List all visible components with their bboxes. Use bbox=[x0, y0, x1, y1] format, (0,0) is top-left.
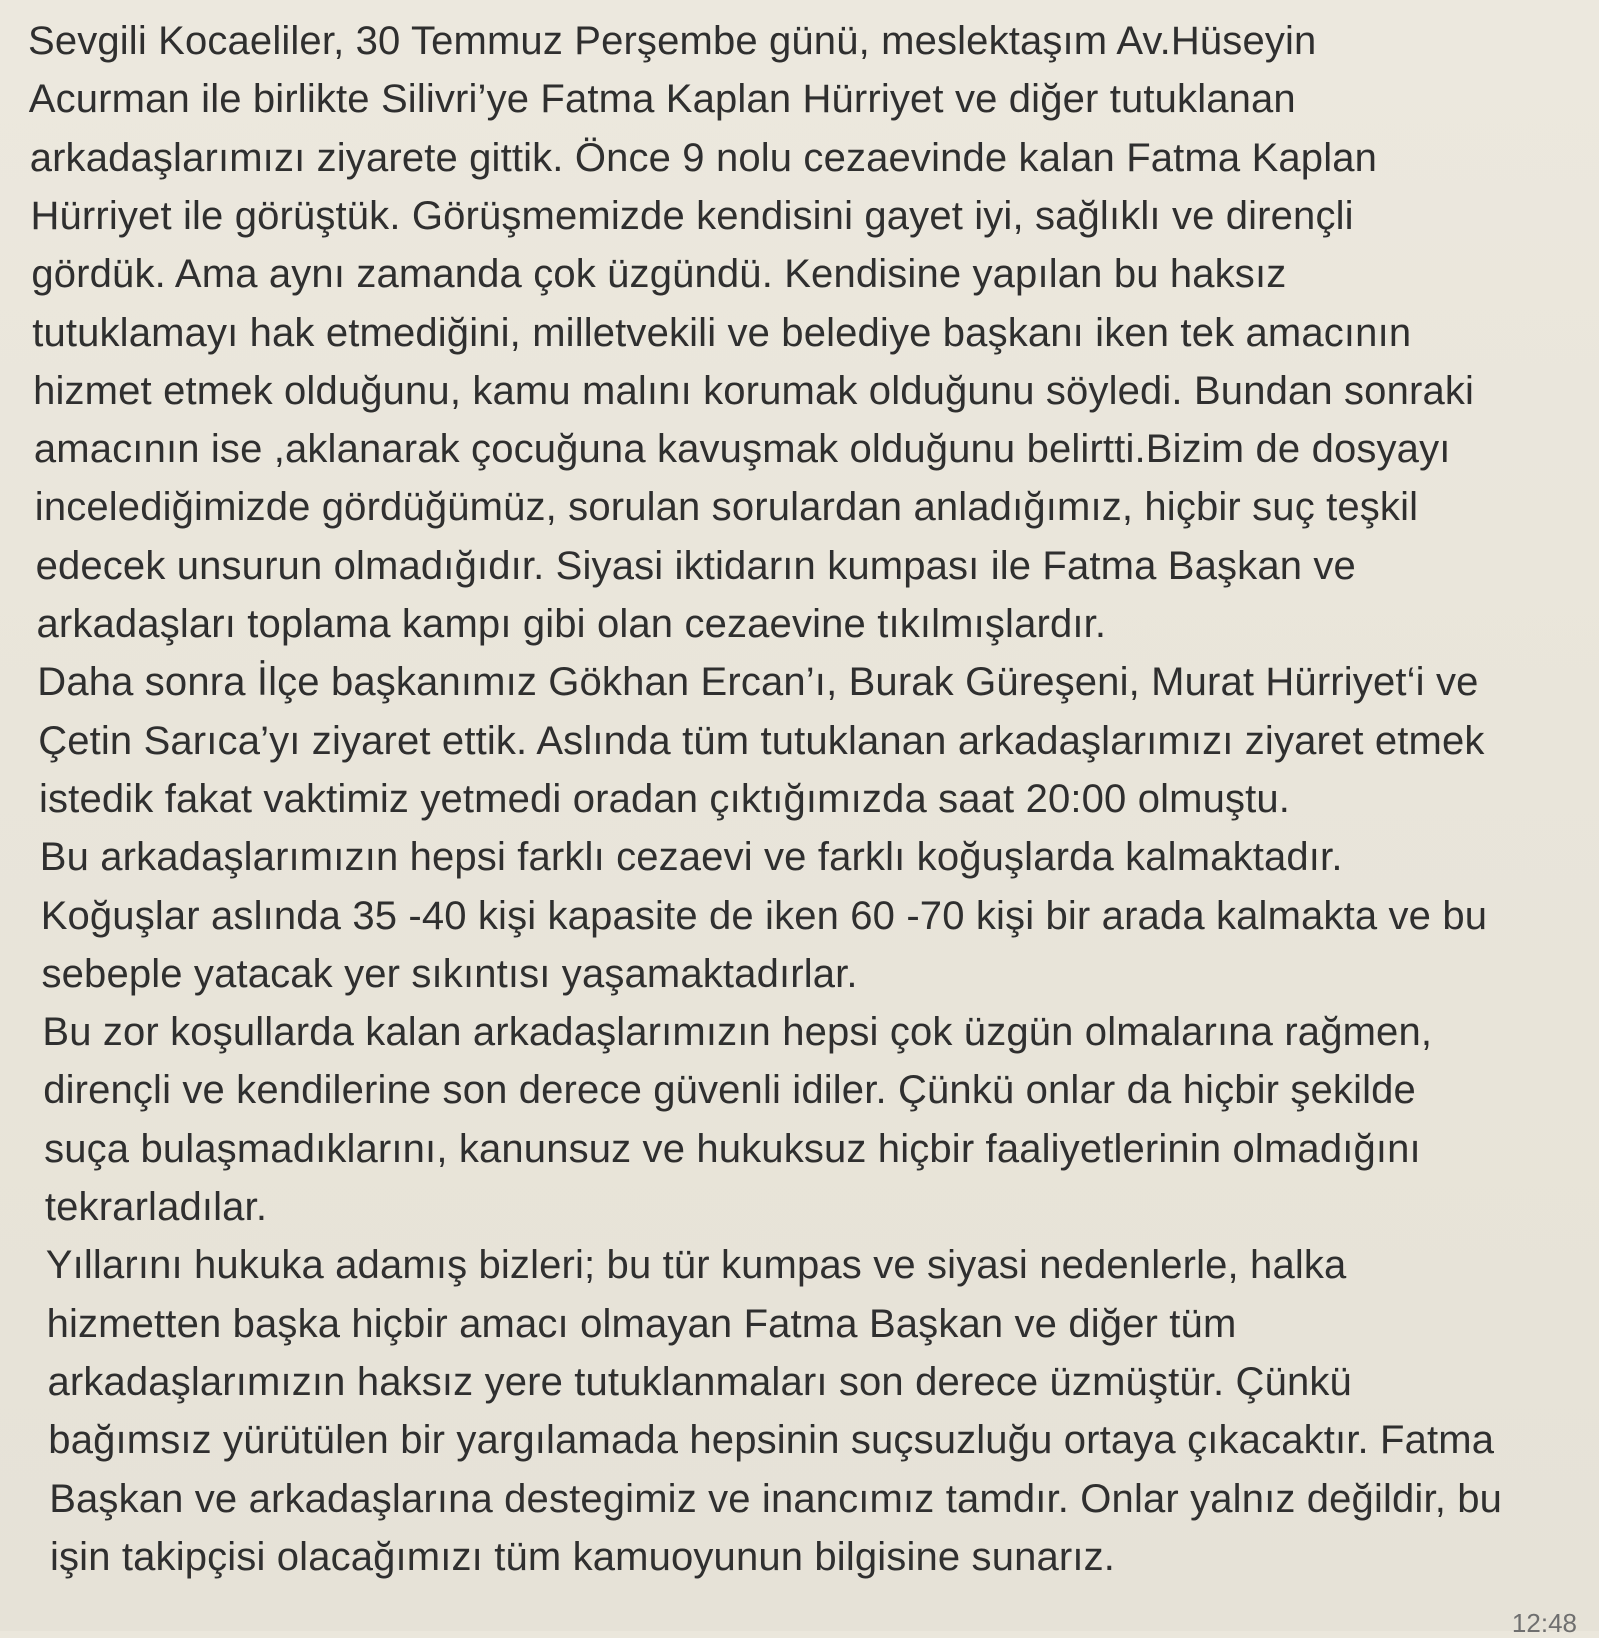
message-line: suça bulaşmadıklarını, kanunsuz ve hukuksuz hiçbir faaliyetlerinin olmadığını bbox=[44, 1126, 1421, 1171]
message-line: arkadaşlarımızın haksız yere tutuklanmaları son derece üzmüştür. Çünkü bbox=[47, 1359, 1352, 1404]
message-line: Koğuşlar aslında 35 -40 kişi kapasite de iken 60 -70 kişi bir arada kalmakta ve bu bbox=[40, 893, 1488, 938]
message-line: Bu arkadaşlarımızın hepsi farklı cezaevi ve farklı koğuşlarda kalmaktadır. bbox=[39, 835, 1343, 880]
message-line: tutuklamayı hak etmediğini, milletvekili ve belediye başkanı iken tek amacının bbox=[32, 310, 1412, 355]
message-line: bağımsız yürütülen bir yargılamada hepsinin suçsuzluğu ortaya çıkacaktır. Fatma bbox=[48, 1418, 1495, 1463]
message-line: Daha sonra İlçe başkanımız Gökhan Ercan’ı, Burak Güreşeni, Murat Hürriyet‘i ve bbox=[37, 660, 1479, 705]
message-line: gördük. Ama aynı zamanda çok üzgündü. Kendisine yapılan bu haksız bbox=[31, 252, 1287, 297]
message-line: arkadaşları toplama kampı gibi olan cezaevine tıkılmışlardır. bbox=[36, 602, 1107, 646]
message-line: Bu zor koşullarda kalan arkadaşlarımızın hepsi çok üzgün olmalarına rağmen, bbox=[42, 1010, 1433, 1055]
message-line: Yıllarını hukuka adamış bizleri; bu tür kumpas ve siyasi nedenlerle, halka bbox=[45, 1243, 1347, 1288]
message-line: dirençli ve kendilerine son derece güvenli idiler. Çünkü onlar da hiçbir şekilde bbox=[43, 1068, 1416, 1113]
message-line: edecek unsurun olmadığıdır. Siyasi iktidarın kumpası ile Fatma Başkan ve bbox=[35, 543, 1356, 588]
message-line: hizmet etmek olduğunu, kamu malını korumak olduğunu söyledi. Bundan sonraki bbox=[33, 368, 1475, 413]
message-line: amacının ise ,aklanarak çocuğuna kavuşmak olduğunu belirtti.Bizim de dosyayı bbox=[33, 427, 1451, 472]
message-line: Hürriyet ile görüştük. Görüşmemizde kendisini gayet iyi, sağlıklı ve dirençli bbox=[30, 193, 1354, 238]
message-line: işin takipçisi olacağımızı tüm kamuoyunun bilgisine sunarız. bbox=[50, 1534, 1116, 1579]
message-line: Sevgili Kocaeliler, 30 Temmuz Perşembe günü, meslektaşım Av.Hüseyin bbox=[28, 19, 1317, 63]
message-line: sebeple yatacak yer sıkıntısı yaşamaktadırlar. bbox=[41, 951, 858, 996]
message-line: istedik fakat vaktimiz yetmedi oradan çıktığımızda saat 20:00 olmuştu. bbox=[39, 776, 1291, 821]
message-line: incelediğimizde gördüğümüz, sorulan sorulardan anladığımız, hiçbir suç teşkil bbox=[34, 485, 1419, 530]
message-line: Çetin Sarıca’yı ziyaret ettik. Aslında tüm tutuklanan arkadaşlarımızı ziyaret etmek bbox=[38, 718, 1485, 763]
message-line: Başkan ve arkadaşlarına destegimiz ve inancımız tamdır. Onlar yalnız değildir, bu bbox=[49, 1476, 1503, 1521]
message-line: hizmetten başka hiçbir amacı olmayan Fatma Başkan ve diğer tüm bbox=[46, 1301, 1237, 1346]
message-line: arkadaşlarımızı ziyarete gittik. Önce 9 nolu cezaevinde kalan Fatma Kaplan bbox=[29, 135, 1378, 180]
message-line: tekrarladılar. bbox=[44, 1185, 268, 1229]
message-timestamp: 12:48 bbox=[1511, 1608, 1577, 1638]
message-line: Acurman ile birlikte Silivri’ye Fatma Kaplan Hürriyet ve diğer tutuklanan bbox=[28, 77, 1296, 122]
